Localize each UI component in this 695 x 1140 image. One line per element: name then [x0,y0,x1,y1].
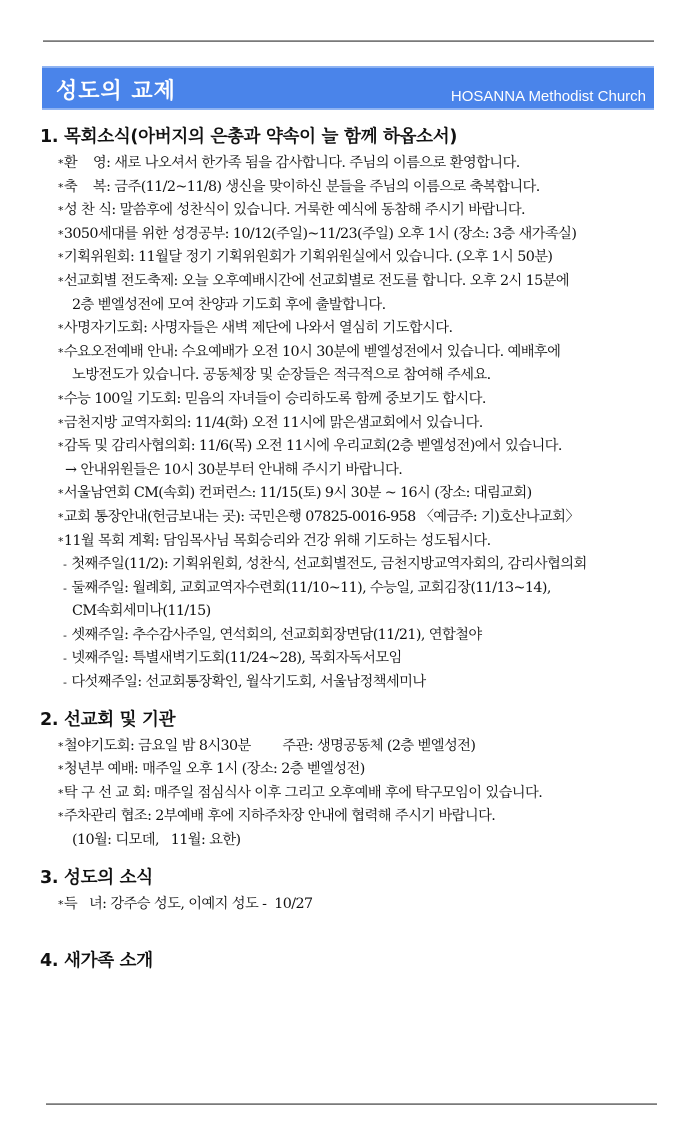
list-item [40,199,690,223]
asterisk-bullet-icon: * [58,897,63,911]
item-text: 금천지방 교역자회의: 11/4(화) 오전 11시에 맑은샘교회에서 있습니다. [63,414,483,431]
item-text: 성 찬 식: 말씀후에 성찬식이 있습니다. 거룩한 예식에 동참해 주시기 바랍니다. [63,202,525,219]
list-item [40,782,690,806]
asterisk-bullet-icon: * [58,440,63,454]
section-member-news [40,863,690,917]
list-item [40,270,690,294]
list-item [40,530,690,554]
asterisk-bullet-icon: * [58,345,63,359]
list-item [40,671,690,695]
list-item [40,647,690,671]
asterisk-bullet-icon: * [58,510,63,524]
list-item [40,829,690,853]
list-item [40,805,690,829]
list-item [40,735,690,759]
item-list [40,152,690,695]
list-item [40,459,690,483]
list-item [40,435,690,459]
section-title: 4. 새가족 소개 [40,951,153,972]
list-item [40,317,690,341]
section-title: 3. 성도의 소식 [40,867,153,888]
item-text: 노방전도가 있습니다. 공동체장 및 순장들은 적극적으로 참여해 주세요. [72,367,491,384]
list-item [40,412,690,436]
item-text: 넷째주일: 특별새벽기도회(11/24~28), 목회자독서모임 [71,650,402,667]
item-text: 3050세대를 위한 성경공부: 10/12(주일)~11/23(주일) 오후 1시 (장소: 3층 새가족실) [63,225,577,242]
item-text: 둘째주일: 월례회, 교회교역자수련회(11/10~11), 수능일, 교회김장(11/13~14), [71,579,551,596]
asterisk-bullet-icon: * [58,227,63,241]
list-item [40,893,690,917]
item-text: 수요오전예배 안내: 수요예배가 오전 10시 30분에 벧엘성전에서 있습니다. 예배후에 [63,343,561,360]
list-item [40,294,690,318]
asterisk-bullet-icon: * [58,392,63,406]
item-text: 서울남연회 CM(속회) 컨퍼런스: 11/15(토) 9시 30분 ~ 16시 (장소: 대림교회) [63,485,532,502]
item-text: 셋째주일: 추수감사주일, 연석회의, 선교회회장면담(11/21), 연합철야 [71,626,482,643]
asterisk-bullet-icon: * [58,180,63,194]
dash-bullet-icon: - [63,676,67,690]
page-title: 성도의 교제 [56,79,176,104]
item-text: 사명자기도회: 사명자들은 새벽 제단에 나와서 열심히 기도합시다. [63,320,453,337]
item-text: CM속회세미나(11/15) [72,603,211,620]
item-text: 교회 통장안내(헌금보내는 곳): 국민은행 07825-0016-958 〈예금주: 기)호산나교회〉 [63,508,580,525]
item-text: 선교회별 전도축제: 오늘 오후예배시간에 선교회별로 전도를 합니다. 오후 2시 15분에 [63,272,570,289]
item-text: 감독 및 감리사협의회: 11/6(목) 오전 11시에 우리교회(2층 벧엘성전)에서 있습니다. [63,438,562,455]
section-title: 2. 선교회 및 기관 [40,709,176,730]
asterisk-bullet-icon: * [58,534,63,548]
list-item [40,246,690,270]
asterisk-bullet-icon: * [58,322,63,336]
page-banner [42,66,654,110]
item-text: 축 복: 금주(11/2~11/8) 생신을 맞이하신 분들을 주님의 이름으로 축복합니다. [63,178,540,195]
list-item [40,624,690,648]
list-item [40,223,690,247]
item-list [40,735,690,853]
list-item [40,577,690,601]
list-item [40,152,690,176]
top-divider [43,40,654,42]
asterisk-bullet-icon: * [58,487,63,501]
dash-bullet-icon: - [63,581,67,595]
item-text: → 안내위원들은 10시 30분부터 안내해 주시기 바랍니다. [65,461,403,478]
list-item [40,553,690,577]
section-title: 1. 목회소식(아버지의 은총과 약속이 늘 함께 하옵소서) [40,127,458,147]
list-item [40,506,690,530]
item-list [40,893,690,917]
asterisk-bullet-icon: * [58,810,63,824]
bottom-divider [46,1103,657,1105]
asterisk-bullet-icon: * [58,416,63,430]
item-text: 첫째주일(11/2): 기획위원회, 성찬식, 선교회별전도, 금천지방교역자회의, 감리사협의회 [71,556,587,573]
dash-bullet-icon: - [63,652,67,666]
bulletin-content [40,122,690,976]
item-text: 11월 목회 계획: 담임목사님 목회승리와 건강 위해 기도하는 성도됩시다. [63,532,491,549]
item-text: 청년부 예배: 매주일 오후 1시 (장소: 2층 벧엘성전) [63,761,365,778]
list-item [40,364,690,388]
asterisk-bullet-icon: * [58,274,63,288]
item-text: 다섯째주일: 선교회통장확인, 월삭기도회, 서울남정책세미나 [71,674,426,691]
asterisk-bullet-icon: * [58,786,63,800]
list-item [40,758,690,782]
list-item [40,600,690,624]
asterisk-bullet-icon: * [58,251,63,265]
list-item [40,482,690,506]
church-name: HOSANNA Methodist Church [450,88,646,105]
item-text: 수능 100일 기도회: 믿음의 자녀들이 승리하도록 함께 중보기도 합시다. [63,390,486,407]
list-item [40,388,690,412]
asterisk-bullet-icon: * [58,157,63,170]
item-text: 기획위원회: 11월달 정기 기획위원회가 기획위원실에서 있습니다. (오후 1시 50분) [63,249,553,266]
section-missions [40,705,690,853]
section-pastoral-news [40,122,690,695]
item-text: 주차관리 협조: 2부예배 후에 지하주차장 안내에 협력해 주시기 바랍니다. [63,808,496,825]
section-new-family [40,946,690,976]
asterisk-bullet-icon: * [58,204,63,218]
asterisk-bullet-icon: * [58,763,63,777]
list-item [40,341,690,365]
item-text: 철야기도회: 금요일 밤 8시30분 주관: 생명공동체 (2층 벧엘성전) [63,737,476,754]
item-text: 2층 벧엘성전에 모여 찬양과 기도회 후에 출발합니다. [72,296,386,313]
item-text: 득 녀: 강주승 성도, 이예지 성도 - 10/27 [63,895,313,912]
list-item [40,176,690,200]
item-text: 환 영: 새로 나오셔서 한가족 됨을 감사합니다. 주님의 이름으로 환영합니다. [63,155,520,171]
dash-bullet-icon: - [63,558,67,572]
item-text: (10월: 디모데, 11월: 요한) [72,832,241,849]
dash-bullet-icon: - [63,628,67,642]
item-text: 탁 구 선 교 회: 매주일 점심식사 이후 그리고 오후예배 후에 탁구모임이 있습니다. [63,784,543,801]
asterisk-bullet-icon: * [58,739,63,753]
